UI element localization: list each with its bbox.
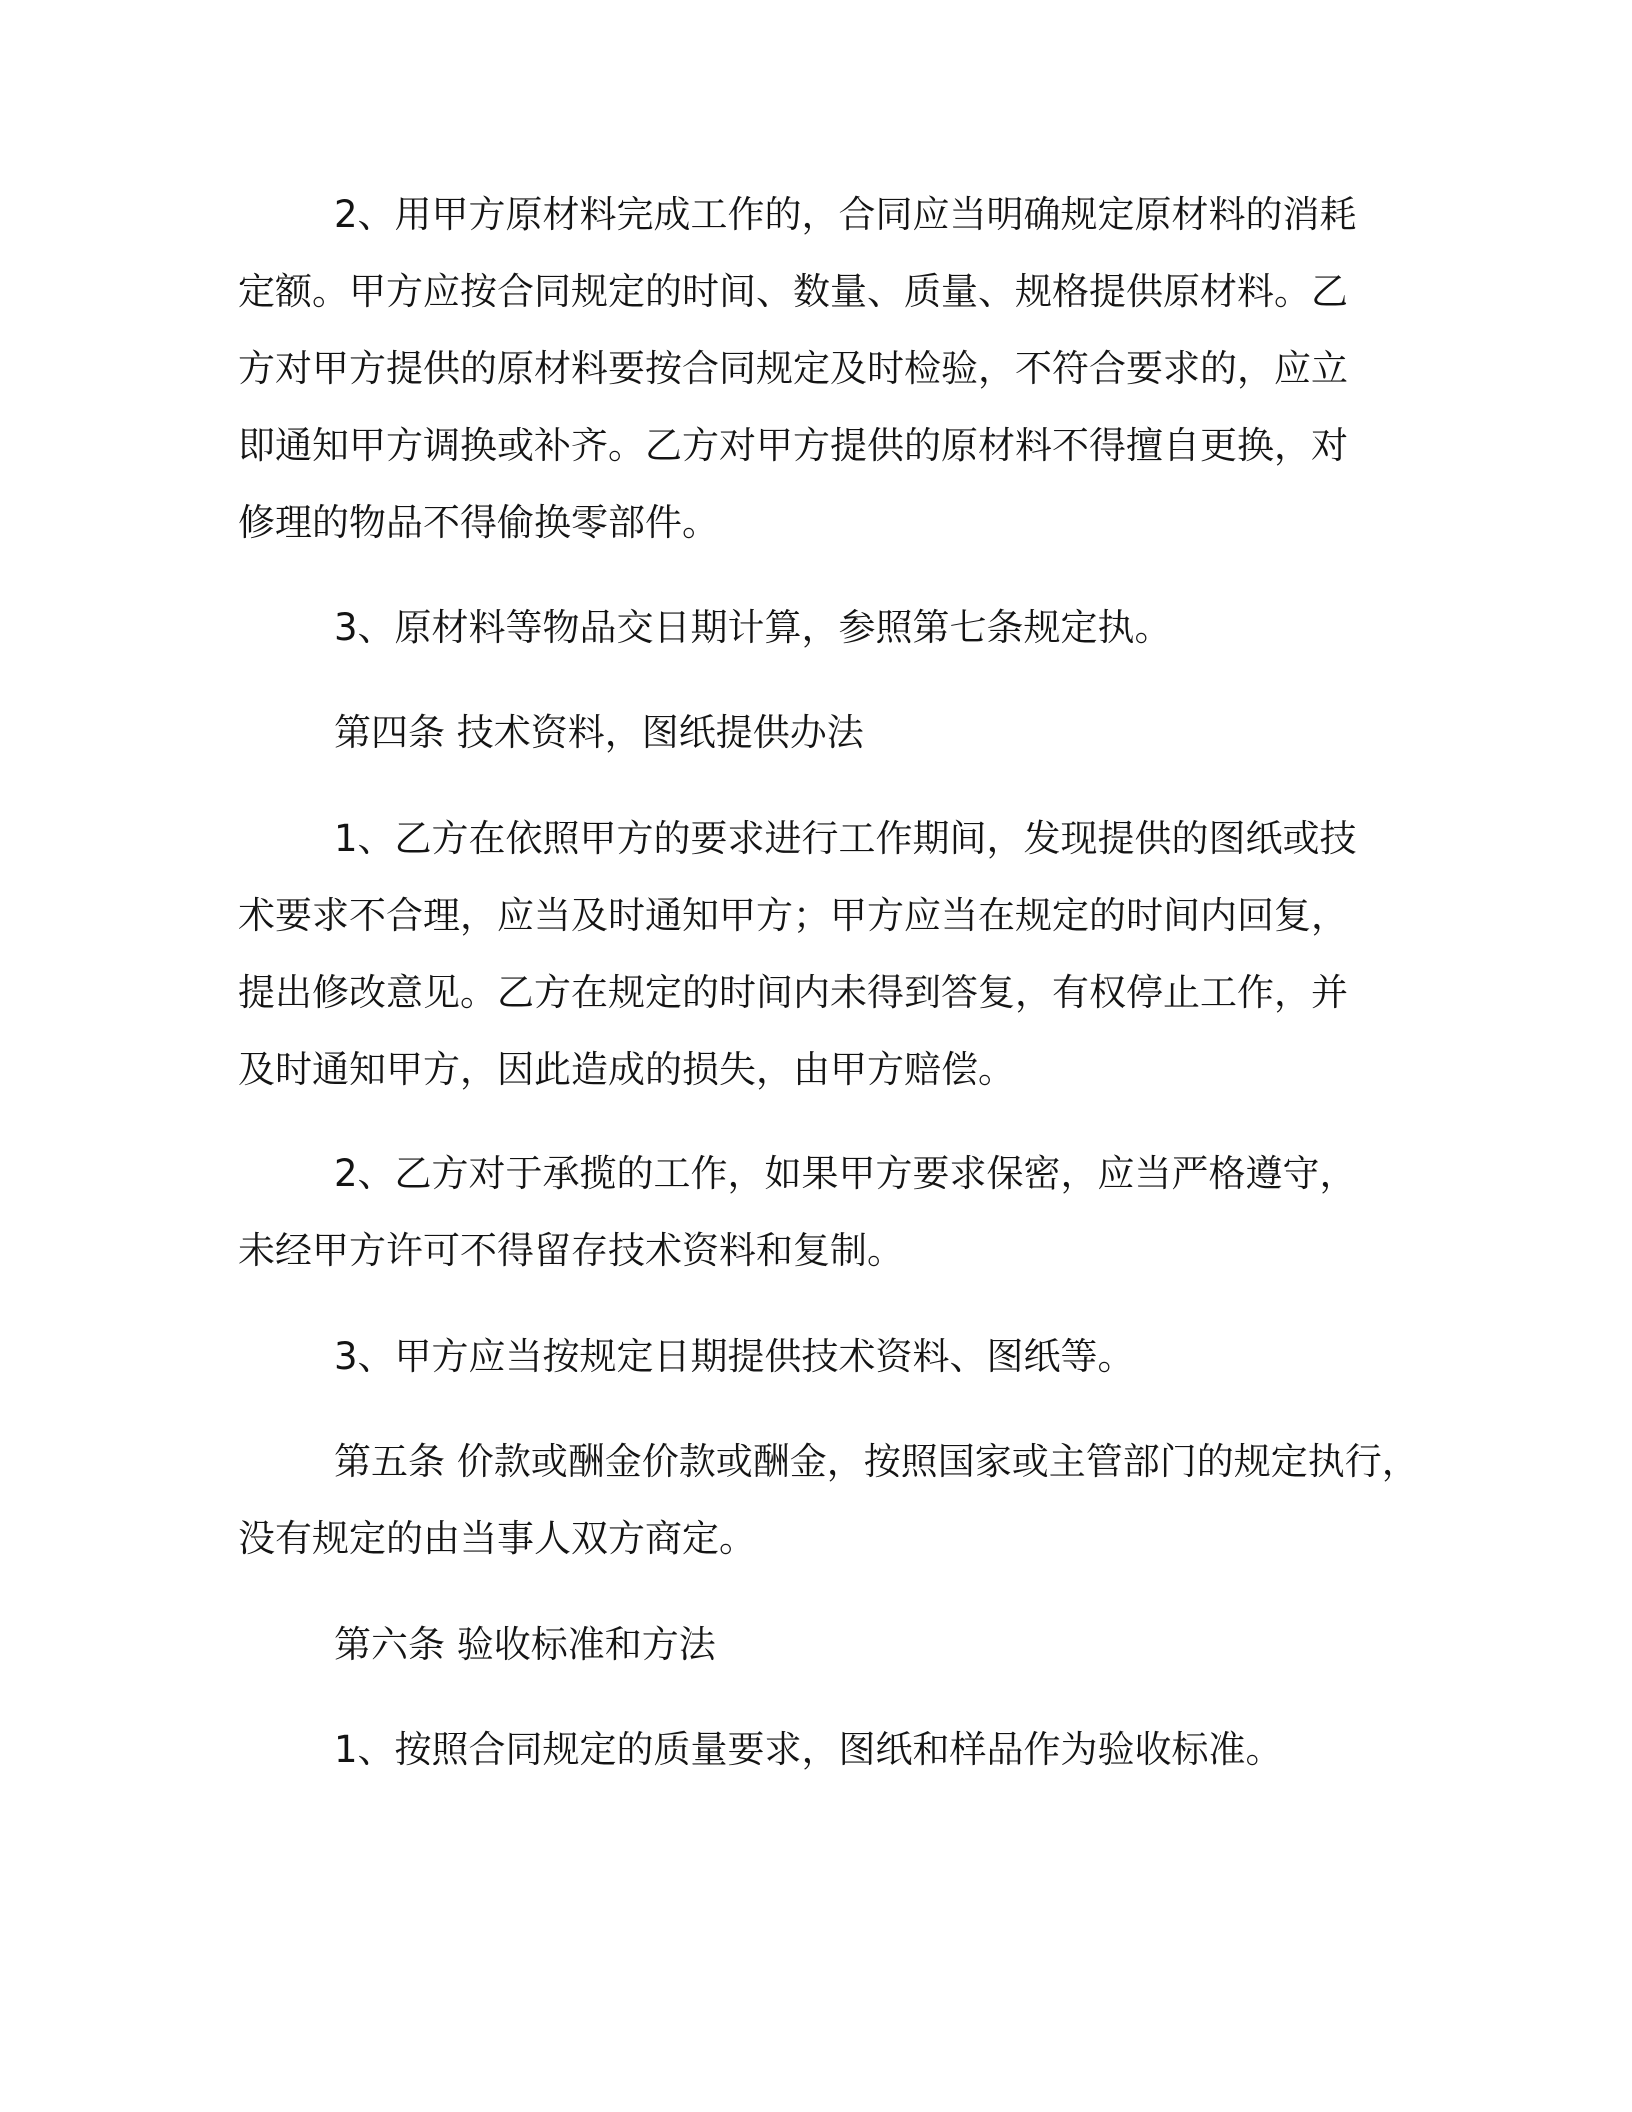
text-line: 2、用甲方原材料完成工作的，合同应当明确规定原材料的消耗 bbox=[334, 193, 1357, 236]
text-line: 3、甲方应当按规定日期提供技术资料、图纸等。 bbox=[334, 1335, 1135, 1378]
section-heading-article-4 bbox=[238, 694, 864, 771]
paragraph-acceptance-standard bbox=[238, 1711, 1283, 1788]
text-line: 1、按照合同规定的质量要求，图纸和样品作为验收标准。 bbox=[334, 1728, 1283, 1771]
text-line: 提出修改意见。乙方在规定的时间内未得到答复，有权停止工作，并 bbox=[238, 971, 1348, 1014]
text-line: 即通知甲方调换或补齐。乙方对甲方提供的原材料不得擅自更换，对 bbox=[238, 424, 1348, 467]
text-line: 未经甲方许可不得留存技术资料和复制。 bbox=[238, 1229, 904, 1272]
section-heading-article-6 bbox=[238, 1606, 716, 1683]
section-heading: 第六条 验收标准和方法 bbox=[334, 1623, 716, 1666]
paragraph-delivery-date bbox=[238, 589, 1172, 666]
paragraph-provide-documents bbox=[238, 1318, 1135, 1395]
text-line: 3、原材料等物品交日期计算，参照第七条规定执。 bbox=[334, 606, 1172, 649]
text-line: 修理的物品不得偷换零部件。 bbox=[238, 501, 719, 544]
text-line: 2、乙方对于承揽的工作，如果甲方要求保密，应当严格遵守， bbox=[334, 1152, 1357, 1195]
paragraph-drawing-issues bbox=[238, 800, 1357, 1108]
text-line: 及时通知甲方，因此造成的损失，由甲方赔偿。 bbox=[238, 1048, 1015, 1091]
text-line: 定额。甲方应按合同规定的时间、数量、质量、规格提供原材料。乙 bbox=[238, 270, 1348, 313]
section-heading: 第四条 技术资料，图纸提供办法 bbox=[334, 711, 864, 754]
section-heading: 第五条 价款或酬金价款或酬金，按照国家或主管部门的规定执行， bbox=[334, 1440, 1419, 1483]
text-line: 方对甲方提供的原材料要按合同规定及时检验，不符合要求的，应立 bbox=[238, 347, 1348, 390]
text-line: 没有规定的由当事人双方商定。 bbox=[238, 1517, 756, 1560]
text-line: 术要求不合理，应当及时通知甲方；甲方应当在规定的时间内回复， bbox=[238, 894, 1348, 937]
paragraph-raw-material-supply bbox=[238, 176, 1357, 561]
paragraph-confidentiality bbox=[238, 1135, 1357, 1289]
text-line: 1、乙方在依照甲方的要求进行工作期间，发现提供的图纸或技 bbox=[334, 817, 1357, 860]
section-article-5 bbox=[238, 1423, 1419, 1577]
